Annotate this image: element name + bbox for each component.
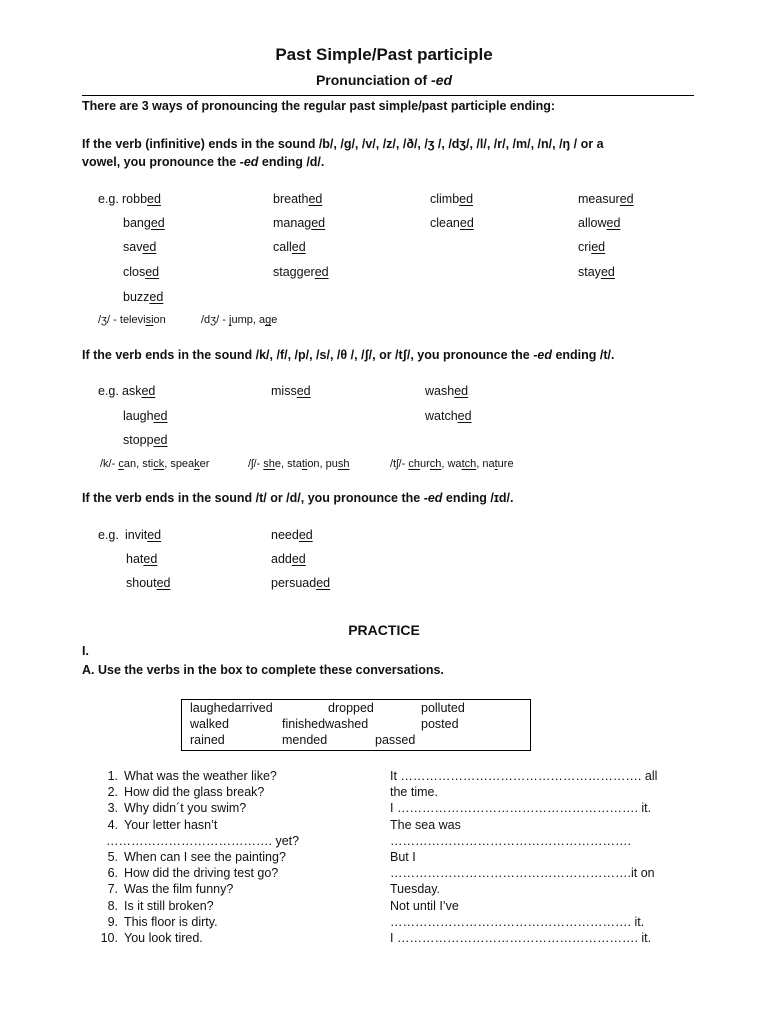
- page-title: Past Simple/Past participle: [275, 45, 493, 64]
- example-verb: robbed: [122, 192, 161, 206]
- title-divider: [82, 95, 694, 96]
- rule-d-eg-label: e.g.: [98, 192, 119, 206]
- rule-d-note-zh: /ʒ/ - television: [98, 314, 166, 326]
- verb-box-row-1: laughedarrived dropped polluted: [190, 701, 465, 715]
- example-verb: watched: [425, 409, 472, 423]
- example-verb: shouted: [126, 576, 171, 590]
- question-line: …………………………………. yet?: [106, 833, 300, 848]
- example-verb: missed: [271, 384, 311, 398]
- rule-d-line2: vowel, you pronounce the -ed ending /d/.: [82, 155, 325, 169]
- verb-box-row-2: walked finishedwashed posted: [190, 717, 459, 731]
- question-line: 5. When can I see the painting?: [107, 850, 286, 864]
- question-line: 9. This floor is dirty.: [107, 914, 218, 929]
- rule-d-note-dzh: /dʒ/ - jump, age: [201, 314, 278, 326]
- verb-box-row-3: rained mended passed: [190, 733, 416, 747]
- example-verb: stopped: [123, 433, 168, 447]
- page-subtitle: Pronunciation of -ed: [315, 72, 453, 88]
- rule-t-note-ch: /tʃ/- church, watch, nature: [390, 458, 514, 470]
- example-verb: invited: [125, 528, 162, 542]
- rule-t-note-sh: /ʃ/- she, station, push: [248, 458, 350, 470]
- rule-id-line: If the verb ends in the sound /t/ or /d/, you pronounce the -ed ending /ɪd/.: [82, 491, 514, 505]
- answer-line: It …………………………………………………. all: [390, 769, 658, 783]
- example-verb: closed: [123, 265, 160, 279]
- question-line: 2. How did the glass break?: [107, 785, 265, 800]
- answer-line: the time.: [390, 785, 438, 800]
- rule-id-eg-label: e.g.: [98, 528, 119, 542]
- example-verb: managed: [273, 216, 326, 230]
- example-verb: cleaned: [430, 216, 474, 230]
- intro-text: There are 3 ways of pronouncing the regular past simple/past participle ending:: [82, 99, 556, 113]
- question-line: 10. You look tired.: [100, 931, 203, 945]
- example-verb: staggered: [273, 265, 329, 279]
- example-verb: needed: [271, 528, 313, 542]
- rule-t-eg-label: e.g.: [98, 384, 119, 398]
- example-verb: laughed: [123, 409, 168, 423]
- example-verb: saved: [123, 240, 157, 254]
- question-line: 6. How did the driving test go?: [107, 866, 279, 881]
- example-verb: asked: [122, 384, 156, 398]
- question-line: 8. Is it still broken?: [107, 898, 214, 913]
- example-verb: cried: [578, 240, 606, 254]
- example-verb: persuaded: [271, 576, 331, 590]
- practice-roman: I.: [82, 644, 89, 658]
- question-line: 7. Was the film funny?: [107, 882, 234, 897]
- practice-instruction: A. Use the verbs in the box to complete these conversations.: [82, 663, 444, 677]
- example-verb: washed: [425, 384, 469, 398]
- answer-line: ………………………………………………….it on: [390, 866, 655, 881]
- question-line: 1. What was the weather like?: [107, 769, 277, 783]
- practice-heading: PRACTICE: [348, 622, 420, 638]
- question-line: 4. Your letter hasn’t: [107, 817, 218, 832]
- answer-line: But I: [390, 850, 416, 864]
- answer-line: I …………………………………………………. it.: [390, 801, 652, 816]
- example-verb: allowed: [578, 216, 621, 230]
- answer-line: I …………………………………………………. it.: [390, 931, 652, 945]
- example-verb: stayed: [578, 265, 615, 279]
- question-line: 3. Why didn´t you swim?: [107, 801, 247, 816]
- example-verb: breathed: [273, 192, 323, 206]
- answer-line: …………………………………………………. it.: [390, 914, 645, 929]
- answer-line: Tuesday.: [390, 882, 441, 897]
- example-verb: climbed: [430, 192, 474, 206]
- example-verb: measured: [578, 192, 634, 206]
- rule-t-note-k: /k/- can, stick, speaker: [100, 458, 210, 470]
- example-verb: added: [271, 552, 306, 566]
- rule-t-line: If the verb ends in the sound /k/, /f/, /p/, /s/, /θ /, /ʃ/, or /tʃ/, you pronounce the -ed ending /t/.: [82, 348, 615, 362]
- answer-line: Not until I’ve: [390, 898, 459, 913]
- example-verb: called: [273, 240, 306, 254]
- answer-line: The sea was: [390, 817, 461, 832]
- example-verb: hated: [126, 552, 158, 566]
- answer-line: ………………………………………………….: [390, 833, 631, 848]
- verb-box: [181, 699, 531, 751]
- example-verb: banged: [123, 216, 165, 230]
- example-verb: buzzed: [123, 290, 164, 304]
- rule-d-line1: If the verb (infinitive) ends in the sound /b/, /g/, /v/, /z/, /ð/, /ʒ /, /dʒ/, /l/, /r/, /m/, /n/, /ŋ / or a: [82, 137, 604, 151]
